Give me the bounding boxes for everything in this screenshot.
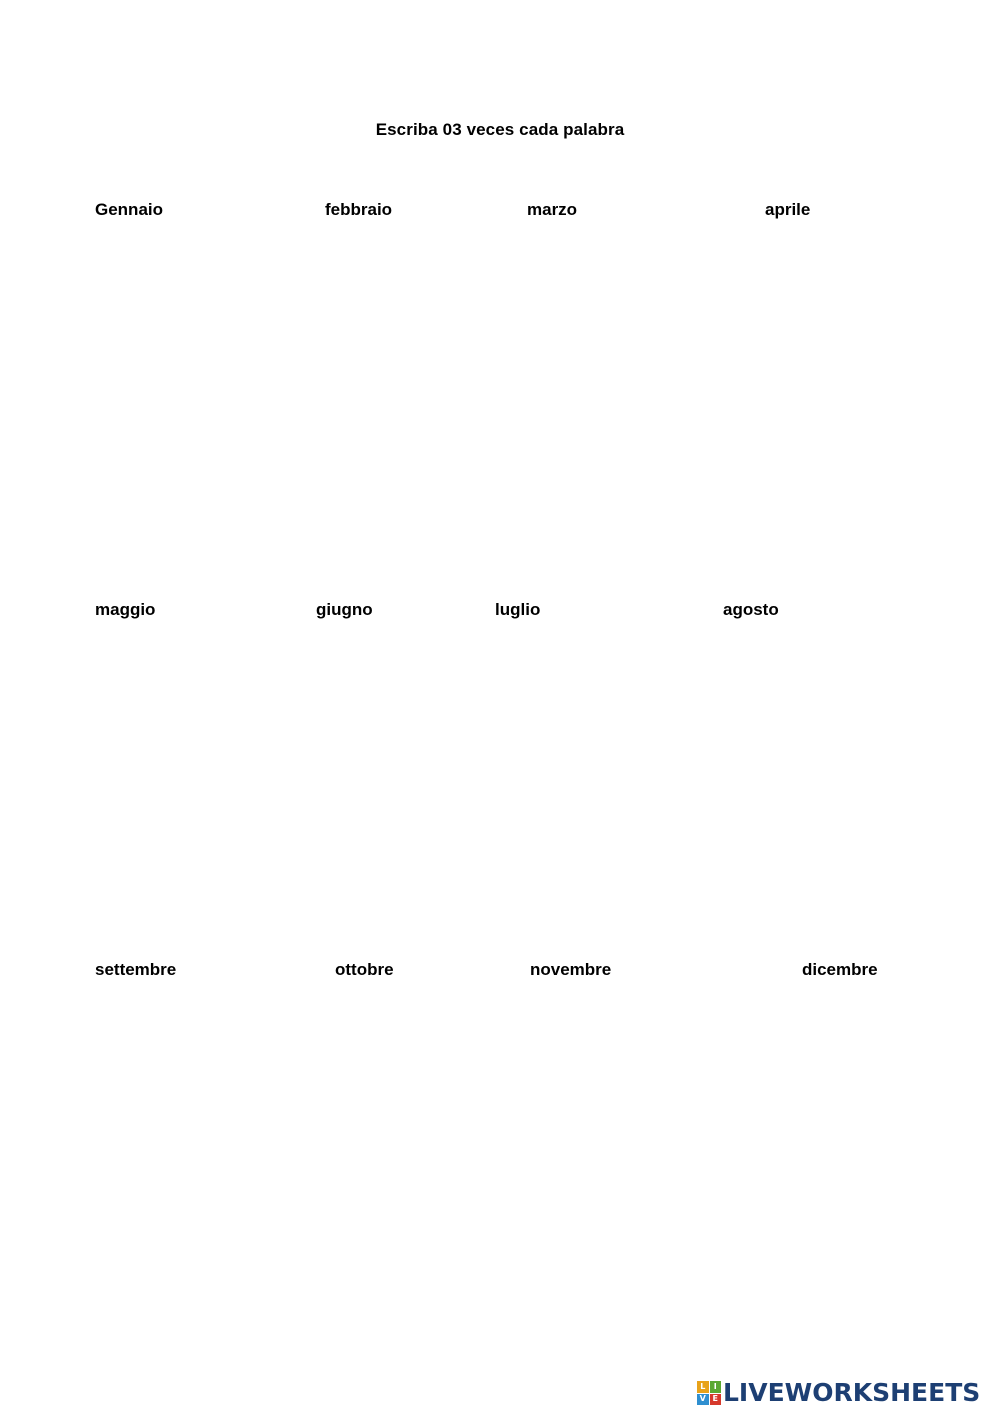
word-febbraio: febbraio	[325, 200, 393, 219]
worksheet-title: Escriba 03 veces cada palabra	[375, 120, 625, 139]
word-settembre: settembre	[95, 960, 177, 979]
word-luglio: luglio	[495, 600, 541, 619]
logo-tile-e: E	[710, 1394, 722, 1406]
logo-tile-l: L	[697, 1381, 709, 1393]
word-ottobre: ottobre	[335, 960, 394, 979]
word-dicembre: dicembre	[802, 960, 878, 979]
word-marzo: marzo	[527, 200, 578, 219]
logo-text: LIVEWORKSHEETS	[723, 1378, 981, 1407]
word-aprile: aprile	[765, 200, 811, 219]
logo-tile-v: V	[697, 1394, 709, 1406]
liveworksheets-logo	[697, 1378, 980, 1408]
logo-tiles-icon	[697, 1381, 721, 1405]
word-giugno: giugno	[316, 600, 373, 619]
word-maggio: maggio	[95, 600, 156, 619]
word-gennaio: Gennaio	[95, 200, 164, 219]
word-agosto: agosto	[723, 600, 779, 619]
logo-tile-i: I	[710, 1381, 722, 1393]
word-novembre: novembre	[530, 960, 612, 979]
